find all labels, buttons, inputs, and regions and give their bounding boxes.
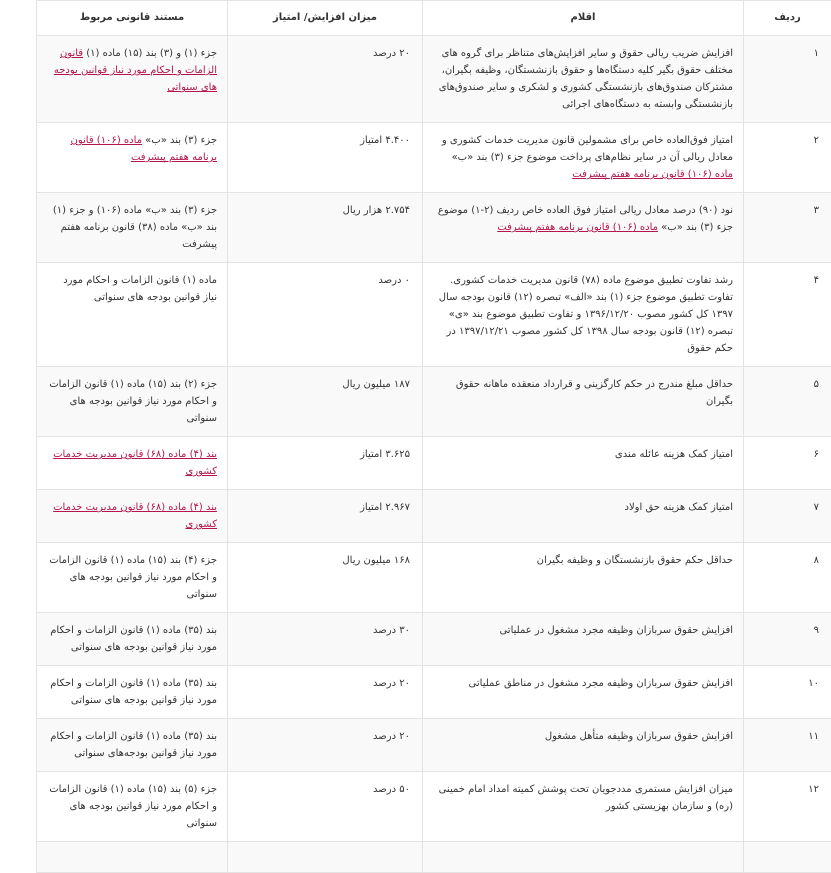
- row-items: [423, 666, 744, 719]
- row-law: [37, 490, 228, 543]
- items-text: رشد تفاوت تطبیق موضوع ماده (۷۸) قانون مدیریت خدمات کشوری. تفاوت تطبیق موضوع جزء (۱) بند «الف» تبصره (۱۲) قانون بودجه سال ۱۳۹۷ کل کشور مصوب ۱۳۹۶/۱۲/۲۰ و تفاوت تطبیق موضوع بند «ی» تبصره (۱۲) قانون بودجه سال ۱۳۹۸ کل کشور مصوب ۱۳۹۷/۱۲/۲۱ در حکم حقوق: [439, 275, 733, 354]
- row-index: ۱۱: [744, 719, 831, 772]
- row-items: [423, 123, 744, 193]
- items-law-link[interactable]: ماده (۱۰۶) قانون برنامه هفتم پیشرفت: [572, 169, 733, 180]
- items-text: نود (۹۰) درصد معادل ریالی امتیاز فوق العاده خاص ردیف (۲-۱) موضوع جزء (۳) بند «ب»: [438, 205, 733, 233]
- law-text: بند (۳۵) ماده (۱) قانون الزامات و احکام مورد نیاز قوانین بودجه های سنواتی: [50, 678, 217, 706]
- row-items: [423, 367, 744, 437]
- row-law: [37, 123, 228, 193]
- empty-cell: [744, 842, 831, 873]
- table-row: [37, 193, 831, 263]
- table-row: [37, 772, 831, 842]
- row-index: ۸: [744, 543, 831, 613]
- row-items: [423, 36, 744, 123]
- law-text: جزء (۱) و (۳) بند (۱۵) ماده (۱): [83, 48, 217, 59]
- row-amount: ۲.۷۵۴ هزار ریال: [228, 193, 423, 263]
- law-link[interactable]: قانون الزامات و احکام مورد نیاز قوانین بودجه های سنواتی: [54, 48, 217, 93]
- table-row: [37, 666, 831, 719]
- header-amount: میزان افزایش/ امتیاز: [228, 1, 423, 36]
- items-text: افزایش حقوق سربازان وظیفه مجرد مشغول در مناطق عملیاتی: [469, 678, 733, 689]
- row-amount: ۰ درصد: [228, 263, 423, 367]
- header-items: اقلام: [423, 1, 744, 36]
- law-link[interactable]: بند (۴) ماده (۶۸) قانون مدیریت خدمات کشوری: [53, 449, 217, 477]
- law-text: بند (۳۵) ماده (۱) قانون الزامات و احکام مورد نیاز قوانین بودجه های سنواتی: [50, 625, 217, 653]
- table-row: [37, 123, 831, 193]
- table-row-partial: [37, 842, 831, 873]
- row-amount: ۳.۶۲۵ امتیاز: [228, 437, 423, 490]
- law-text: جزء (۲) بند (۱۵) ماده (۱) قانون الزامات و احکام مورد نیاز قوانین بودجه های سنواتی: [49, 379, 217, 424]
- row-index: ۹: [744, 613, 831, 666]
- row-items: [423, 490, 744, 543]
- row-items: [423, 719, 744, 772]
- empty-cell: [37, 842, 228, 873]
- row-amount: ۲۰ درصد: [228, 719, 423, 772]
- items-text: افزایش حقوق سربازان وظیفه متأهل مشغول: [545, 731, 733, 742]
- items-text: امتیاز کمک هزینه عائله مندی: [615, 449, 733, 460]
- row-amount: ۴.۴۰۰ امتیاز: [228, 123, 423, 193]
- row-index: ۱۰: [744, 666, 831, 719]
- row-index: ۶: [744, 437, 831, 490]
- items-text: امتیاز کمک هزینه حق اولاد: [625, 502, 734, 513]
- row-items: [423, 613, 744, 666]
- row-law: [37, 36, 228, 123]
- law-text: جزء (۵) بند (۱۵) ماده (۱) قانون الزامات و احکام مورد نیاز قوانین بودجه های سنواتی: [49, 784, 217, 829]
- table-row: [37, 719, 831, 772]
- table-row: [37, 36, 831, 123]
- row-index: ۱۲: [744, 772, 831, 842]
- items-text: امتیاز فوق‌العاده خاص برای مشمولین قانون مدیریت خدمات کشوری و معادل ریالی آن در سایر نظام‌های پرداخت موضوع جزء (۳) بند «ب»: [442, 135, 733, 163]
- row-items: [423, 772, 744, 842]
- table-row: [37, 543, 831, 613]
- table-row: [37, 263, 831, 367]
- row-index: ۲: [744, 123, 831, 193]
- row-index: ۱: [744, 36, 831, 123]
- items-text: افزایش حقوق سربازان وظیفه مجرد مشغول در عملیاتی: [499, 625, 733, 636]
- row-amount: ۲.۹۶۷ امتیاز: [228, 490, 423, 543]
- law-text: بند (۳۵) ماده (۱) قانون الزامات و احکام مورد نیاز قوانین بودجه‌های سنواتی: [50, 731, 217, 759]
- table-row: [37, 613, 831, 666]
- row-items: [423, 437, 744, 490]
- row-law: [37, 437, 228, 490]
- row-amount: ۱۶۸ میلیون ریال: [228, 543, 423, 613]
- law-text: جزء (۳) بند «ب»: [142, 135, 217, 146]
- row-index: ۷: [744, 490, 831, 543]
- law-text: ماده (۱) قانون الزامات و احکام مورد نیاز قوانین بودجه های سنواتی: [63, 275, 217, 303]
- row-amount: ۲۰ درصد: [228, 36, 423, 123]
- row-law: [37, 666, 228, 719]
- items-text: میزان افزایش مستمری مددجویان تحت پوشش کمیته امداد امام خمینی (ره) و سازمان بهزیستی کشور: [439, 784, 733, 812]
- row-law: [37, 193, 228, 263]
- law-link[interactable]: بند (۴) ماده (۶۸) قانون مدیریت خدمات کشوری: [53, 502, 217, 530]
- row-index: ۳: [744, 193, 831, 263]
- row-items: [423, 263, 744, 367]
- law-text: جزء (۳) بند «ب» ماده (۱۰۶) و جزء (۱) بند «ب» ماده (۳۸) قانون برنامه هفتم پیشرفت: [53, 205, 217, 250]
- row-index: ۴: [744, 263, 831, 367]
- row-law: [37, 543, 228, 613]
- items-text: حداقل مبلغ مندرج در حکم کارگزینی و قرارداد منعقده ماهانه حقوق بگیران: [456, 379, 733, 407]
- row-index: ۵: [744, 367, 831, 437]
- row-items: [423, 193, 744, 263]
- row-law: [37, 719, 228, 772]
- table-body: [37, 36, 831, 873]
- items-text: افزایش ضریب ریالی حقوق و سایر افزایش‌های متناظر برای گروه های مختلف حقوق بگیر کلیه دستگاه‌ها و حقوق بازنشستگان، وظیفه بگیران، مشترکان صندوق‌های بازنشستگی کشوری و لشکری و سایر صندوق‌های بازنشستگی وابسته به دستگاه‌های اجرائی: [439, 48, 733, 110]
- table-row: [37, 437, 831, 490]
- row-amount: ۲۰ درصد: [228, 666, 423, 719]
- row-law: [37, 263, 228, 367]
- law-text: جزء (۴) بند (۱۵) ماده (۱) قانون الزامات و احکام مورد نیاز قوانین بودجه های سنواتی: [49, 555, 217, 600]
- row-amount: ۱۸۷ میلیون ریال: [228, 367, 423, 437]
- header-law: مستند قانونی مربوط: [37, 1, 228, 36]
- salary-increase-table: [36, 0, 831, 873]
- row-amount: ۵۰ درصد: [228, 772, 423, 842]
- row-law: [37, 367, 228, 437]
- table-row: [37, 367, 831, 437]
- empty-cell: [423, 842, 744, 873]
- table-header-row: [37, 1, 831, 36]
- items-law-link[interactable]: ماده (۱۰۶) قانون برنامه هفتم پیشرفت: [497, 222, 658, 233]
- header-index: ردیف: [744, 1, 831, 36]
- law-link[interactable]: ماده (۱۰۶) قانون برنامه هفتم پیشرفت: [70, 135, 217, 163]
- row-amount: ۳۰ درصد: [228, 613, 423, 666]
- row-items: [423, 543, 744, 613]
- row-law: [37, 772, 228, 842]
- table-row: [37, 490, 831, 543]
- row-law: [37, 613, 228, 666]
- items-text: حداقل حکم حقوق بازنشستگان و وظیفه بگیران: [537, 555, 733, 566]
- empty-cell: [228, 842, 423, 873]
